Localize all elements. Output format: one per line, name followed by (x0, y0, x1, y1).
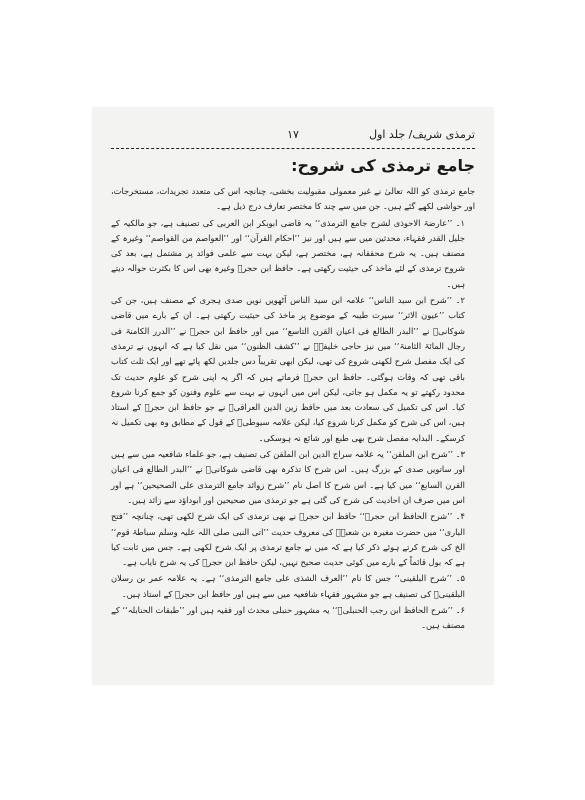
header-divider (111, 148, 475, 149)
commentary-5: ۵۔ ’’شرح البلقینی‘‘ جس کا نام ’’العرف الشذی علی جامع الترمذی‘‘ ہے۔ یہ علامہ عمر بن رسلان البلقینیؒ کی تصنیف ہے جو مشہور فقہاء شافعیہ میں سے ہیں اور حافظ ابن حجرؒ کے استاذ ہیں۔ (111, 573, 465, 599)
commentary-1: ۱۔ ’’عارضۃ الاحوذی لشرح جامع الترمذی‘‘ یہ قاضی ابوبکر ابن العربی کی تصنیف ہے، جو مالکیہ کے جلیل القدر فقہاء، محدثین میں سے ہیں اور نیز ’’احکام القرآن‘‘ اور ’’العواصم من القواصم‘‘ وغیرہ کے مصنف ہیں۔ یہ شرح محققانہ ہے، مختصر ہے، لیکن بہت سے علمی فوائد پر مشتمل ہے، بعد کی شروح ترمذی کے لئے ماخذ کی حیثیت رکھتی ہے۔ حافظ ابن حجرؒ وغیرہ بھی اس کا بکثرت حوالہ دیتے ہیں۔ (111, 217, 465, 289)
section-heading: جامع ترمذی کی شروح: (291, 156, 475, 175)
commentary-3: ۳۔ ’’شرح ابن الملقن‘‘ یہ علامہ سراج الدین ابن الملقن کی تصنیف ہے، جو علماء شافعیہ میں سے ہیں اور ساتویں صدی کے بزرگ ہیں۔ اس شرح کا تذکرہ بھی قاضی شوکانیؒ نے ’’البدر الطالع فی اعیان القرن السابع‘‘ میں کیا ہے۔ اس شرح کا اصل نام ’’شرح زوائد جامع الترمذی علی الصحیحین‘‘ ہے اور اس میں صرف ان احادیث کی شرح کی گئی ہے جو ترمذی میں صحیحین اور ابوداؤد سے زائد ہیں۔ (111, 449, 465, 505)
commentary-4: ۴۔ ’’شرح الحافظ ابن حجرؒ‘‘ حافظ ابن حجرؒ نے بھی ترمذی کی ایک شرح لکھی تھی، چنانچہ ’’فتح الباری‘‘ میں حضرت مغیرہ بن شعبہؓ کی معروف حدیث ’’اتی النبی صلی اللہ علیہ وسلم سباطۃ قوم‘‘ الخ کی شرح کرتے ہوئے ذکر کیا ہے کہ میں نے جامع ترمذی پر ایک شرح لکھی ہے۔ جس میں ثابت کیا ہے کہ بول قائماً کے بارے میں کوئی حدیث صحیح نہیں، لیکن حافظ ابن حجرؒ کی یہ شرح نایاب ہے۔ (111, 511, 465, 568)
page-header (111, 128, 475, 144)
commentary-2: ۲۔ ’’شرح ابن سید الناس‘‘ علامہ ابن سید الناس آٹھویں نویں صدی ہجری کے مصنف ہیں، جن کی کتاب ’’عیون الاثر‘‘ سیرت طیبہ کے موضوع پر ماخذ کی حیثیت رکھتی ہے۔ ان کے بارے میں قاضی شوکانیؒ نے ’’البدر الطالع فی اعیان القرن التاسع‘‘ میں اور حافظ ابن حجرؒ نے ’’الدرر الکامنۃ فی رجال المائۃ الثامنۃ‘‘ میں نیز حاجی خلیفہؒ نے ’’کشف الظنون‘‘ میں نقل کیا ہے کہ انہوں نے ترمذی کی ایک مفصل شرح لکھنی شروع کی تھی، لیکن ابھی تقریباً دس جلدیں لکھ پائے تھے اور ایک ثلث کتاب باقی تھی کہ وفات ہوگئی۔ حافظ ابن حجرؒ فرماتے ہیں کہ اگر یہ اپنی شرح کو علوم حدیث تک محدود رکھتے تو یہ مکمل ہو جاتی، لیکن اس میں انہوں نے بہت سے علوم وفنون کو جمع کرنا شروع کیا۔ اس کی تکمیل کی سعادت بعد میں حافظ زین الدین العراقیؒ نے جو حافظ ابن حجرؒ کے استاذ ہیں، اس کی شرح کو مکمل کرنا شروع کیا، لیکن علامہ سیوطیؒ کے قول کے مطابق وہ بھی تکمیل نہ کرسکے۔ البدایہ مفصل شرح بھی طبع اور شائع نہ ہوسکی۔ (111, 295, 465, 443)
book-page (93, 108, 493, 684)
page-body (111, 184, 475, 634)
running-title: ترمذی شریف/ جلد اول (369, 128, 475, 141)
intro-paragraph: جامع ترمذی کو اللہ تعالیٰ نے غیر معمولی مقبولیت بخشی، چنانچہ اس کی متعدد تجریدات، مستخرجات، اور حواشی لکھے گئے ہیں۔ جن میں سے چند کا مختصر تعارف درج ذیل ہے۔ (111, 186, 475, 212)
commentary-6: ۶۔ ’’شرح الحافظ ابن رجب الحنبلیؒ‘‘ یہ مشہور حنبلی محدث اور فقیہ ہیں اور ’’طبقات الحنابلہ‘‘ کے مصنف ہیں۔ (111, 605, 465, 631)
page-number: ۱۷ (287, 128, 299, 141)
